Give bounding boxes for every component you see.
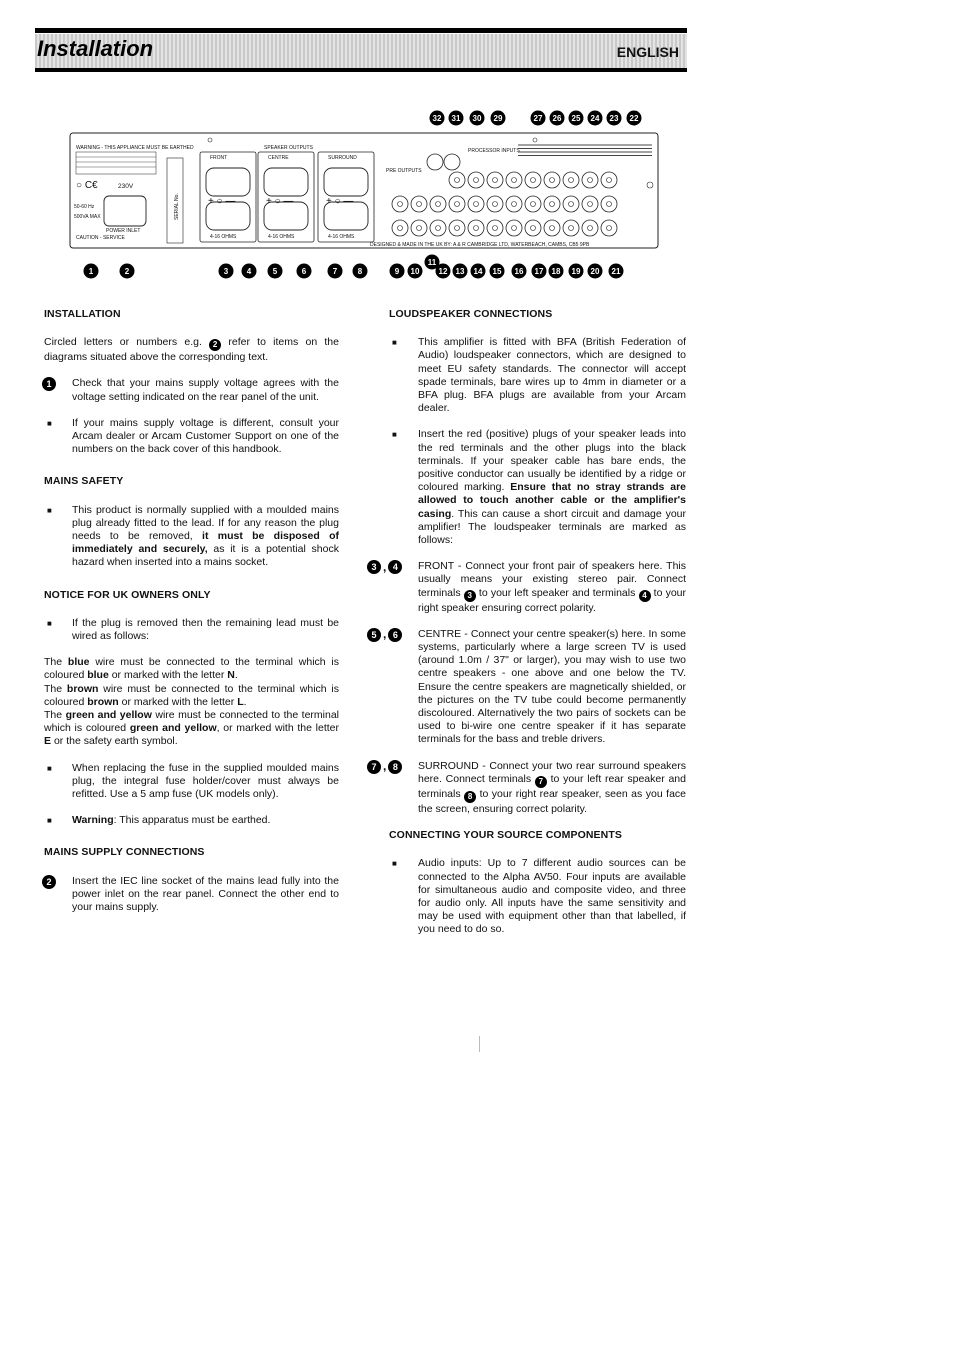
rca-socket-pin — [493, 226, 498, 231]
rca-socket — [430, 220, 446, 236]
speaker-group-centre — [258, 152, 314, 242]
rca-socket — [506, 196, 522, 212]
terminal-top — [206, 168, 250, 196]
rca-socket-pin — [398, 202, 403, 207]
installation-bullet: ■ If your mains supply voltage is different, consult your Arcam dealer or Arcam Customer Support on one of the numbers on the back cover of this handbook. — [47, 416, 339, 456]
callout-label: 15 — [492, 267, 502, 276]
rca-socket-pin — [512, 226, 517, 231]
rca-socket — [468, 196, 484, 212]
rca-socket — [487, 220, 503, 236]
rca-socket-pin — [474, 226, 479, 231]
rca-socket-pin — [531, 202, 536, 207]
rca-socket — [468, 220, 484, 236]
bottom-callouts — [84, 255, 624, 279]
rca-socket — [449, 172, 465, 188]
centre-item: 5 , 6 CENTRE - Connect your centre speaker(s) here. In some systems, particularly where a large screen TV is used (around 1.0m / 37" or larger), you may wish to use two centre speakers - one above and one below the TV. Ensure the centre speakers are magnetically shielded, or the pictures on the TV tube could become permanently discoloured. Alternatively the two pairs of sockets can be used to bi-wire one centre speaker if it has separate terminals for the bass and treble drivers. — [389, 628, 686, 747]
language-label: ENGLISH — [616, 44, 679, 60]
terminal-top — [264, 168, 308, 196]
surround-item: 7 , 8 SURROUND - Connect your two rear surround speakers here. Connect terminals 7 to your left rear speaker and terminals 8 to your right rear speaker, seen as you face the screen, ensuring correct polarity. — [389, 760, 686, 816]
speaker-group-label: SURROUND — [328, 155, 357, 161]
callout-pair-7-8: 7 , 8 — [367, 760, 402, 774]
rca-socket-pin — [588, 226, 593, 231]
rca-socket — [544, 220, 560, 236]
callout-label: 8 — [357, 267, 363, 276]
rca-socket — [525, 172, 541, 188]
page-mark — [479, 1036, 480, 1052]
ce-mark: ○ C€ — [76, 180, 98, 191]
callout-label: 7 — [332, 267, 338, 276]
callout-label: 10 — [410, 267, 420, 276]
callout-label: 22 — [629, 114, 639, 123]
rca-socket-pin — [607, 202, 612, 207]
callout-label: 27 — [533, 114, 543, 123]
rca-socket-pin — [436, 226, 441, 231]
callout-label: 25 — [571, 114, 581, 123]
rca-socket-pin — [474, 202, 479, 207]
callout-1: 1 — [42, 377, 56, 391]
header-rule-bottom — [35, 68, 687, 72]
fuse-bullet: ■ When replacing the fuse in the supplied moulded mains plug, the integral fuse holder/cover must always be refitted. Use a 5 amp fuse (UK models only). — [47, 761, 339, 801]
rca-socket — [392, 220, 408, 236]
callout-label: 21 — [611, 267, 621, 276]
rca-socket — [430, 196, 446, 212]
ohms-label: 4-16 OHMS — [210, 234, 237, 240]
earth-warning-bullet: ■ Warning: This apparatus must be earthed. — [47, 814, 271, 827]
caution-label — [76, 152, 156, 174]
callout-label: 3 — [223, 267, 229, 276]
callout-label: 31 — [451, 114, 461, 123]
callout-pair-3-4: 3 , 4 — [367, 560, 402, 574]
front-item: 3 , 4 FRONT - Connect your front pair of speakers here. This usually means your existing stereo pair. Connect terminals 3 to your left speaker and terminals 4 to your right speaker ensuring correct polarity. — [389, 560, 686, 615]
right-column — [371, 308, 686, 950]
bullet-icon: ■ — [47, 505, 52, 515]
page-header — [35, 28, 687, 72]
source-heading: CONNECTING YOUR SOURCE COMPONENTS — [389, 829, 622, 842]
bfa-bullet: ■ This amplifier is fitted with BFA (British Federation of Audio) loudspeaker connectors, which are designed to meet EU safety standards. The connector will accept spade terminals, bare wires up to 4mm in diameter or a BFA plug. BFA plugs are available from your Arcam dealer. — [392, 336, 686, 415]
processor-socket — [444, 154, 460, 170]
rca-socket-pin — [607, 178, 612, 183]
rca-socket — [487, 172, 503, 188]
rca-socket — [449, 196, 465, 212]
bullet-icon: ■ — [392, 430, 397, 440]
polarity-mark: + ○ — — [266, 196, 294, 207]
callout-label: 26 — [552, 114, 562, 123]
rca-socket-pin — [455, 202, 460, 207]
bullet-icon: ■ — [392, 859, 397, 869]
processor-socket — [427, 154, 443, 170]
rca-socket — [392, 196, 408, 212]
designed-by-label: DESIGNED & MADE IN THE UK BY: A & R CAMBRIDGE LTD, WATERBEACH, CAMBS, CB5 9PB — [370, 242, 590, 248]
rca-socket-pin — [550, 178, 555, 183]
rca-socket-pin — [531, 226, 536, 231]
callout-2: 2 — [42, 875, 56, 889]
processor-inputs-label: PROCESSOR INPUTS — [468, 148, 520, 154]
mains-supply-item-2: 2 Insert the IEC line socket of the mains lead fully into the power inlet on the rear panel. Connect the other end to your mains supply. — [44, 875, 339, 915]
callout-label: 32 — [432, 114, 442, 123]
mains-safety-bullet: ■ This product is normally supplied with a moulded mains plug already fitted to the lead. If for any reason the plug needs to be removed, it must be disposed of immediately and securely, as it is a potential shock hazard when inserted into a mains socket. — [47, 503, 339, 569]
loudspeaker-heading: LOUDSPEAKER CONNECTIONS — [389, 308, 553, 320]
polarity-mark: + ○ — — [326, 196, 354, 207]
rca-socket — [582, 196, 598, 212]
rca-socket — [506, 220, 522, 236]
rca-socket-pin — [493, 178, 498, 183]
uk-owners-bullet: ■ If the plug is removed then the remaining lead must be wired as follows: — [47, 616, 339, 643]
callout-pair-5-6: 5 , 6 — [367, 628, 402, 642]
rca-socket-pin — [512, 178, 517, 183]
callout-label: 1 — [88, 267, 94, 276]
rca-socket-pin — [550, 226, 555, 231]
speaker-terminal-groups — [200, 152, 374, 242]
rca-socket-pin — [569, 202, 574, 207]
callout-label: 19 — [571, 267, 581, 276]
callout-label: 18 — [551, 267, 561, 276]
speaker-outputs-label: SPEAKER OUTPUTS — [264, 145, 313, 151]
top-callouts — [430, 111, 642, 126]
terminal-top — [324, 168, 368, 196]
rca-socket — [601, 220, 617, 236]
rca-socket-pin — [569, 226, 574, 231]
frequency-label: 50-60 Hz — [74, 204, 95, 210]
callout-label: 30 — [472, 114, 482, 123]
rca-socket — [506, 172, 522, 188]
bullet-icon: ■ — [47, 816, 52, 826]
rca-socket — [582, 172, 598, 188]
power-inlet-label: POWER INLET — [106, 228, 141, 234]
audio-inputs-bullet: ■ Audio inputs: Up to 7 different audio sources can be connected to the Alpha AV50. Four inputs are available for simultaneous audio and composite video, and three for audio only. All inputs have the same sensitivity and may be used with equipment other than that labelled, if you need to do so. — [392, 857, 686, 936]
rca-socket — [525, 196, 541, 212]
callout-label: 2 — [124, 267, 130, 276]
bullet-icon: ■ — [47, 763, 52, 773]
rca-socket — [601, 172, 617, 188]
installation-item-1: 1 Check that your mains supply voltage agrees with the voltage setting indicated on the rear panel of the unit. — [44, 377, 339, 403]
rca-socket — [468, 172, 484, 188]
rca-socket-pin — [417, 202, 422, 207]
callout-label: 11 — [427, 258, 437, 267]
speaker-group-label: FRONT — [210, 155, 228, 161]
mains-safety-heading: MAINS SAFETY — [44, 475, 124, 488]
installation-intro: Circled letters or numbers e.g. 2 refer to items on the diagrams situated above the corresponding text. — [44, 336, 339, 364]
ohms-label: 4-16 OHMS — [328, 234, 355, 240]
rca-socket-pin — [474, 178, 479, 183]
rear-panel-diagram — [60, 100, 660, 290]
callout-label: 5 — [272, 267, 278, 276]
panel-screw — [533, 138, 537, 142]
callout-label: 12 — [438, 267, 448, 276]
rca-socket — [601, 196, 617, 212]
callout-label: 14 — [473, 267, 483, 276]
speaker-group-surround — [318, 152, 374, 242]
panel-screw — [208, 138, 212, 142]
uk-owners-heading: NOTICE FOR UK OWNERS ONLY — [44, 588, 211, 601]
rca-socket-pin — [550, 202, 555, 207]
rca-socket-pin — [493, 202, 498, 207]
rca-socket-pin — [607, 226, 612, 231]
bullet-icon: ■ — [47, 418, 52, 428]
rca-socket — [544, 172, 560, 188]
rca-socket-pin — [455, 178, 460, 183]
ohms-label: 4-16 OHMS — [268, 234, 295, 240]
bullet-icon: ■ — [47, 618, 52, 628]
callout-label: 6 — [301, 267, 307, 276]
bullet-icon: ■ — [392, 338, 397, 348]
rca-socket — [563, 172, 579, 188]
callout-label: 20 — [590, 267, 600, 276]
rca-socket — [525, 220, 541, 236]
rca-socket-pin — [417, 226, 422, 231]
panel-warning-text: WARNING - THIS APPLIANCE MUST BE EARTHED — [76, 145, 194, 151]
rca-socket-pin — [512, 202, 517, 207]
callout-label: 23 — [609, 114, 619, 123]
callout-label: 29 — [493, 114, 503, 123]
rear-panel-svg — [60, 100, 660, 290]
rca-socket-pin — [455, 226, 460, 231]
polarity-bullet: ■ Insert the red (positive) plugs of your speaker leads into the red terminals and the other plugs into the black terminals. If your speaker cable has bare ends, the positive conductor can usually be identified by a ridge or coloured marking. Ensure that no stray strands are allowed to touch another cable or the amplifier's casing. This can cause a short circuit and damage your amplifier! The loudspeaker terminals are marked as follows: — [392, 428, 686, 547]
polarity-mark: + ○ — — [208, 196, 236, 207]
rca-socket — [411, 220, 427, 236]
power-inlet-socket — [104, 196, 146, 226]
pre-outputs-label: PRE OUTPUTS — [386, 168, 422, 174]
installation-heading: INSTALLATION — [44, 308, 121, 320]
panel-screw — [647, 182, 653, 188]
left-column — [44, 308, 339, 927]
power-rating-label: 500VA MAX — [74, 214, 101, 220]
header-rule-top — [35, 28, 687, 33]
rca-socket — [411, 196, 427, 212]
callout-label: 9 — [394, 267, 400, 276]
rca-socket-pin — [531, 178, 536, 183]
mains-supply-heading: MAINS SUPPLY CONNECTIONS — [44, 846, 205, 859]
wire-colours: The blue wire must be connected to the terminal which is coloured blue or marked with the letter N. The brown wire must be connected to the terminal which is coloured brown or marked with the letter L. The green and yellow wire must be connected to the terminal which is coloured green and yellow, or marked with the letter E or the safety earth symbol. — [44, 656, 340, 748]
service-caution-label: CAUTION - SERVICE — [76, 235, 125, 241]
callout-label: 4 — [246, 267, 252, 276]
rca-socket-pin — [398, 226, 403, 231]
rca-socket — [487, 196, 503, 212]
callout-label: 16 — [514, 267, 524, 276]
page-title: Installation — [37, 36, 154, 61]
speaker-group-front — [200, 152, 256, 242]
rca-socket — [563, 196, 579, 212]
serial-label: SERIAL No. — [174, 193, 180, 220]
rca-socket — [582, 220, 598, 236]
callout-2-inline: 2 — [209, 339, 221, 351]
rca-socket-pin — [436, 202, 441, 207]
rca-socket — [544, 196, 560, 212]
speaker-group-label: CENTRE — [268, 155, 289, 161]
rca-socket — [563, 220, 579, 236]
rca-socket-pin — [588, 178, 593, 183]
rca-socket-grid — [392, 145, 652, 236]
rca-socket-pin — [569, 178, 574, 183]
callout-label: 17 — [534, 267, 544, 276]
rca-socket-pin — [588, 202, 593, 207]
rca-socket — [449, 220, 465, 236]
callout-label: 24 — [590, 114, 600, 123]
callout-label: 13 — [455, 267, 465, 276]
voltage-label: 230V — [118, 183, 134, 190]
